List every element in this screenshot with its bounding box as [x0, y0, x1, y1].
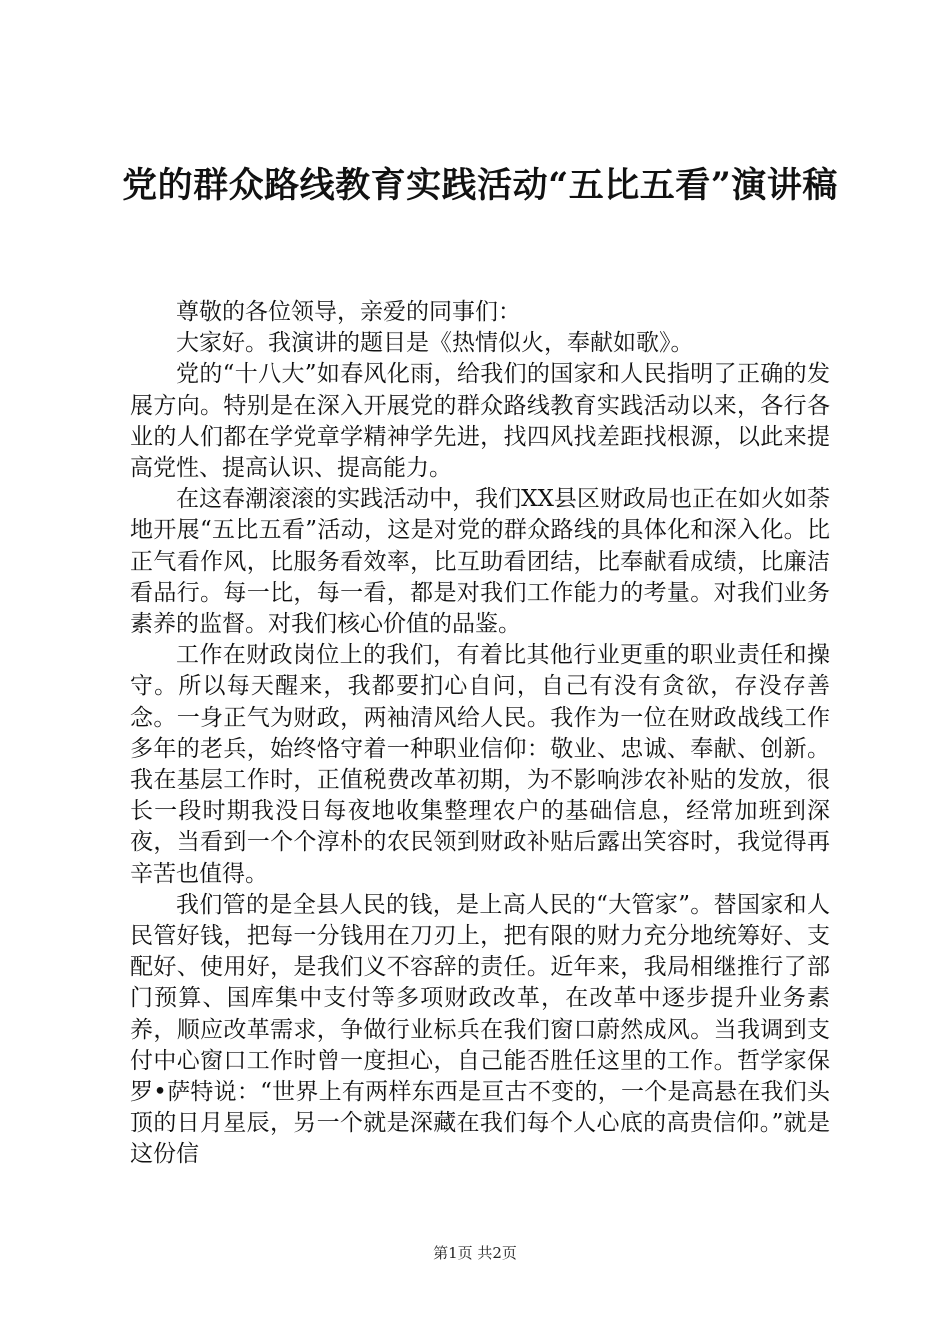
paragraph-3: 工作在财政岗位上的我们，有着比其他行业更重的职业责任和操守。所以每天醒来，我都要扪心自问，自己有没有贪欲，存没存善念。一身正气为财政，两袖清风给人民。我作为一位在财政战线工作多年的老兵，始终恪守着一种职业信仰：敬业、忠诚、奉献、创新。我在基层工作时，正值税费改革初期，为不影响涉农补贴的发放，很长一段时期我没日每夜地收集整理农户的基础信息，经常加班到深夜，当看到一个个淳朴的农民领到财政补贴后露出笑容时，我觉得再辛苦也值得。 — [130, 642, 830, 887]
paragraph-salutation: 尊敬的各位领导，亲爱的同事们： — [176, 299, 521, 325]
paragraph-greeting: 大家好。我演讲的题目是《热情似火，奉献如歌》。 — [176, 330, 694, 357]
page-number-footer: 第1页 共2页 — [433, 1244, 517, 1262]
paragraph-2: 在这春潮滚滚的实践活动中，我们XX县区财政局也正在如火如荼地开展“五比五看”活动，这是对党的群众路线的具体化和深入化。比正气看作风，比服务看效率，比互助看团结，比奉献看成绩，比廉洁看品行。每一比，每一看，都是对我们工作能力的考量。对我们业务素养的监督。对我们核心价值的品鉴。 — [130, 486, 830, 638]
document-title: 党的群众路线教育实践活动“五比五看”演讲稿 — [122, 165, 838, 206]
paragraph-1: 党的“十八大”如春风化雨，给我们的国家和人民指明了正确的发展方向。特别是在深入开展党的群众路线教育实践活动以来，各行各业的人们都在学党章学精神学先进，找四风找差距找根源，以此来提高党性、提高认识、提高能力。 — [130, 361, 830, 482]
document-body — [130, 297, 830, 1171]
paragraph-4: 我们管的是全县人民的钱，是上高人民的“大管家”。替国家和人民管好钱，把每一分钱用在刀刃上，把有限的财力充分地统筹好、支配好、使用好，是我们义不容辞的责任。近年来，我局相继推行了部门预算、国库集中支付等多项财政改革，在改革中逐步提升业务素养，顺应改革需求，争做行业标兵在我们窗口蔚然成风。当我调到支付中心窗口工作时曾一度担心，自己能否胜任这里的工作。哲学家保罗•萨特说：“世界上有两样东西是亘古不变的，一个是高悬在我们头顶的日月星辰，另一个就是深藏在我们每个人心底的高贵信仰。”就是这份信 — [130, 891, 830, 1168]
